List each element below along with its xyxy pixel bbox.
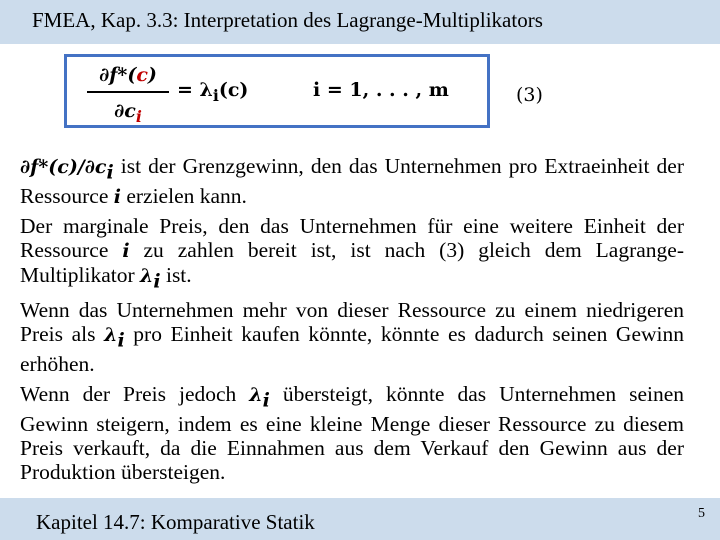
paragraph-3: [20, 298, 684, 376]
p4-text-b: übersteigt, könnte das Unternehmen seinen Gewinn steigern, indem es eine kleine Menge dieser Ressource zu diesem Preis verkauft, da die Einnahmen aus dem Verkauf den Gewinn aus der Produktion übersteigen.: [20, 382, 685, 485]
numerator-close: ): [147, 64, 157, 86]
paragraph-2: [20, 214, 684, 293]
p2-lambda-sub: i: [153, 270, 161, 293]
fraction-bar: [87, 91, 169, 93]
numerator-text: ∂f*(: [99, 64, 137, 86]
footer-title: Kapitel 14.7: Komparative Statik: [36, 510, 315, 534]
p1-text-a: ist der Grenzgewinn, den das Unternehmen pro Extraeinheit der Ressource: [20, 154, 684, 209]
rhs-sub: i: [212, 85, 219, 105]
footer-bar: [0, 498, 720, 540]
p3-text-b: pro Einheit kaufen könnte, könnte es dadurch seinen Gewinn erhöhen.: [20, 322, 685, 377]
rhs-text: = λ: [177, 79, 213, 101]
p2-var-i: i: [122, 240, 130, 262]
denominator-sub: i: [135, 106, 142, 126]
equation-number: (3): [516, 84, 543, 106]
p1-var-i: i: [113, 186, 121, 209]
p4-text-a: Wenn der Preis jedoch: [20, 382, 250, 406]
slide-title: FMEA, Kap. 3.3: Interpretation des Lagrange-Multiplikators: [32, 8, 543, 32]
p2-lambda: λ: [140, 265, 154, 287]
formula-denominator: [87, 97, 169, 125]
p2-text-c: ist.: [160, 263, 192, 287]
p4-lambda-sub: i: [262, 389, 270, 412]
p3-lambda: λ: [104, 324, 118, 346]
p2-text-a: Der marginale Preis, den das Unternehmen für eine weitere Einheit der Ressource: [20, 214, 684, 262]
formula-range: i = 1, . . . , m: [313, 79, 449, 101]
formula-numerator: [87, 61, 169, 89]
page-number: 5: [698, 506, 705, 521]
p1-math: ∂f*(c)/∂c: [20, 156, 107, 178]
numerator-var: c: [136, 64, 148, 86]
p1-text-b: erzielen kann.: [120, 184, 247, 209]
rhs-arg: (c): [218, 79, 249, 101]
formula-rhs: [177, 79, 248, 105]
paragraph-1: [20, 154, 684, 209]
p3-text-a: Wenn das Unternehmen mehr von dieser Ressource zu einem niedrigeren Preis als: [20, 298, 684, 346]
p3-lambda-sub: i: [117, 329, 125, 352]
p4-lambda: λ: [249, 384, 263, 406]
paragraph-4: [20, 382, 684, 484]
formula-box: [64, 54, 490, 128]
p1-math-sub: i: [106, 161, 114, 184]
formula-fraction: [87, 61, 169, 125]
denominator-text: ∂c: [114, 100, 136, 122]
header-bar: [0, 0, 720, 44]
p2-text-b: zu zahlen bereit ist, ist nach (3) gleich dem Lagrange-Multiplikator: [20, 238, 684, 287]
